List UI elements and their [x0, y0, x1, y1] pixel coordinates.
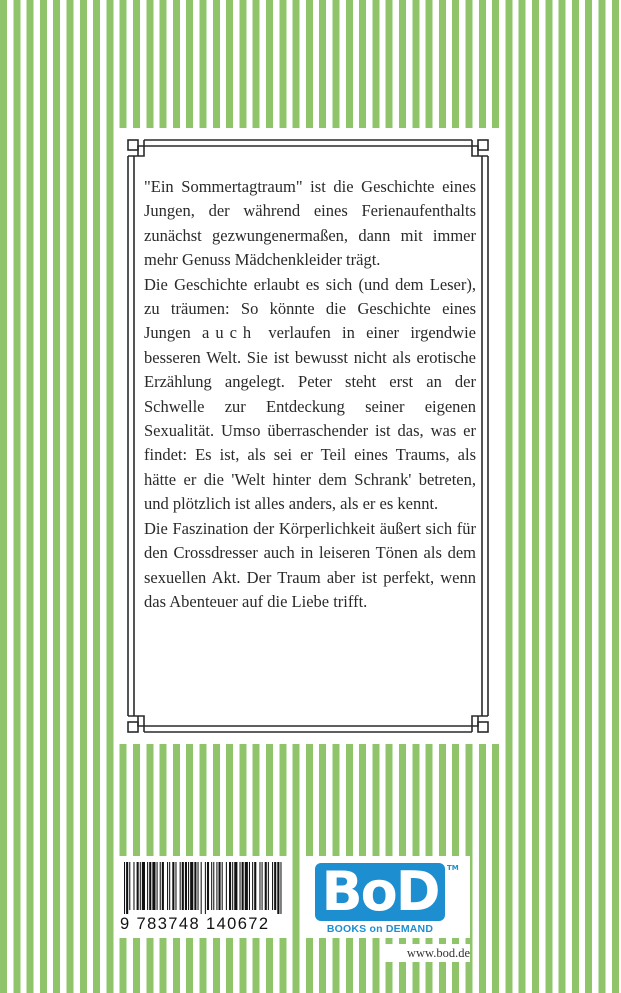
barcode-bar: [162, 862, 164, 910]
blurb-paragraph-3: Die Faszination der Körperlichkeit äußert sich für den Crossdresser auch in leiseren Tönen als dem sexuellen Akt. Der Traum aber ist perfekt, wenn das Abenteuer auf die Liebe trifft.: [144, 518, 476, 611]
barcode-bar: [126, 862, 128, 914]
barcode-bar: [188, 862, 189, 910]
barcode-bar: [194, 862, 196, 910]
publisher-url: www.bod.de: [380, 944, 470, 962]
bod-logo-tile: [315, 863, 445, 921]
barcode-bar: [169, 862, 170, 910]
barcode-bar: [172, 862, 174, 910]
bod-logo-text: BoD: [321, 863, 439, 921]
barcode-bar: [201, 862, 202, 914]
barcode-bar: [252, 862, 253, 910]
barcode-bar: [190, 862, 193, 910]
barcode-bar: [140, 862, 141, 910]
barcode-bar: [211, 862, 212, 910]
blurb-paragraph-2-end: verlaufen in einer irgendwie besseren Welt. Sie ist bewusst nicht als erotische Erzählung angelegt. Peter steht erst an der Schwelle zur Entdeckung seiner eigenen Sexualität. Umso überraschender ist das, was er findet: Es ist, als sei er Teil eines Traums, als hätte er die 'Welt hinter dem Schrank' betreten, und plötzlich ist alles anders, als er es kennt.: [144, 323, 476, 514]
blurb-paragraph-2: [144, 273, 476, 517]
blurb-paragraph-2-start: Die Geschichte erlaubt es sich (und dem Leser), zu träumen: So könnte die Geschichte eines Jungen: [144, 274, 476, 343]
barcode-bar: [182, 862, 184, 910]
barcode-bar: [147, 862, 148, 910]
barcode-bar: [175, 862, 176, 910]
publisher-tagline: BOOKS on DEMAND: [326, 923, 434, 935]
barcode-bar: [277, 862, 279, 914]
blurb-paragraph-1: "Ein Sommertagtraum" ist die Geschichte eines Jungen, der während eines Ferienaufenthalts zunächst gezwungenermaßen, dann mit immer mehr Genuss Mädchenkleider trägt.: [144, 177, 476, 270]
barcode-bar: [268, 862, 269, 910]
isbn-number: 9 783748 140672: [120, 915, 270, 933]
barcode-bar: [213, 862, 214, 910]
barcode-bar: [129, 862, 130, 910]
barcode-bar: [272, 862, 273, 910]
barcode-bar: [219, 862, 221, 910]
barcode: [124, 862, 284, 914]
blurb-panel: [116, 128, 500, 744]
barcode-bar: [274, 862, 276, 910]
barcode-box: [116, 856, 292, 938]
barcode-bar: [149, 862, 151, 910]
barcode-bar: [157, 862, 158, 910]
barcode-bar: [254, 862, 256, 910]
barcode-bar: [222, 862, 223, 910]
barcode-bar: [265, 862, 267, 910]
barcode-bar: [242, 862, 244, 910]
barcode-bar: [234, 862, 237, 910]
barcode-bar: [232, 862, 233, 910]
blurb-text: [144, 175, 476, 614]
barcode-bar: [207, 862, 209, 910]
barcode-bar: [226, 862, 227, 910]
barcode-bar: [185, 862, 187, 910]
barcode-bar: [160, 862, 161, 910]
blurb-emphasis: auch: [202, 323, 258, 343]
barcode-bar: [262, 862, 263, 910]
barcode-bar: [198, 862, 199, 910]
barcode-bar: [280, 862, 281, 914]
barcode-bar: [240, 862, 241, 910]
barcode-bar: [205, 862, 206, 914]
barcode-bar: [245, 862, 248, 910]
barcode-bar: [259, 862, 260, 910]
barcode-bar: [133, 862, 134, 910]
barcode-bar: [124, 862, 125, 914]
barcode-bar: [137, 862, 139, 910]
barcode-bar: [249, 862, 250, 910]
barcode-bar: [142, 862, 145, 910]
barcode-bar: [216, 862, 217, 910]
barcode-bar: [229, 862, 231, 910]
trademark-mark: TM: [447, 864, 459, 872]
barcode-bar: [180, 862, 181, 910]
publisher-logo: [304, 856, 470, 938]
barcode-bar: [167, 862, 168, 910]
barcode-bar: [152, 862, 155, 910]
